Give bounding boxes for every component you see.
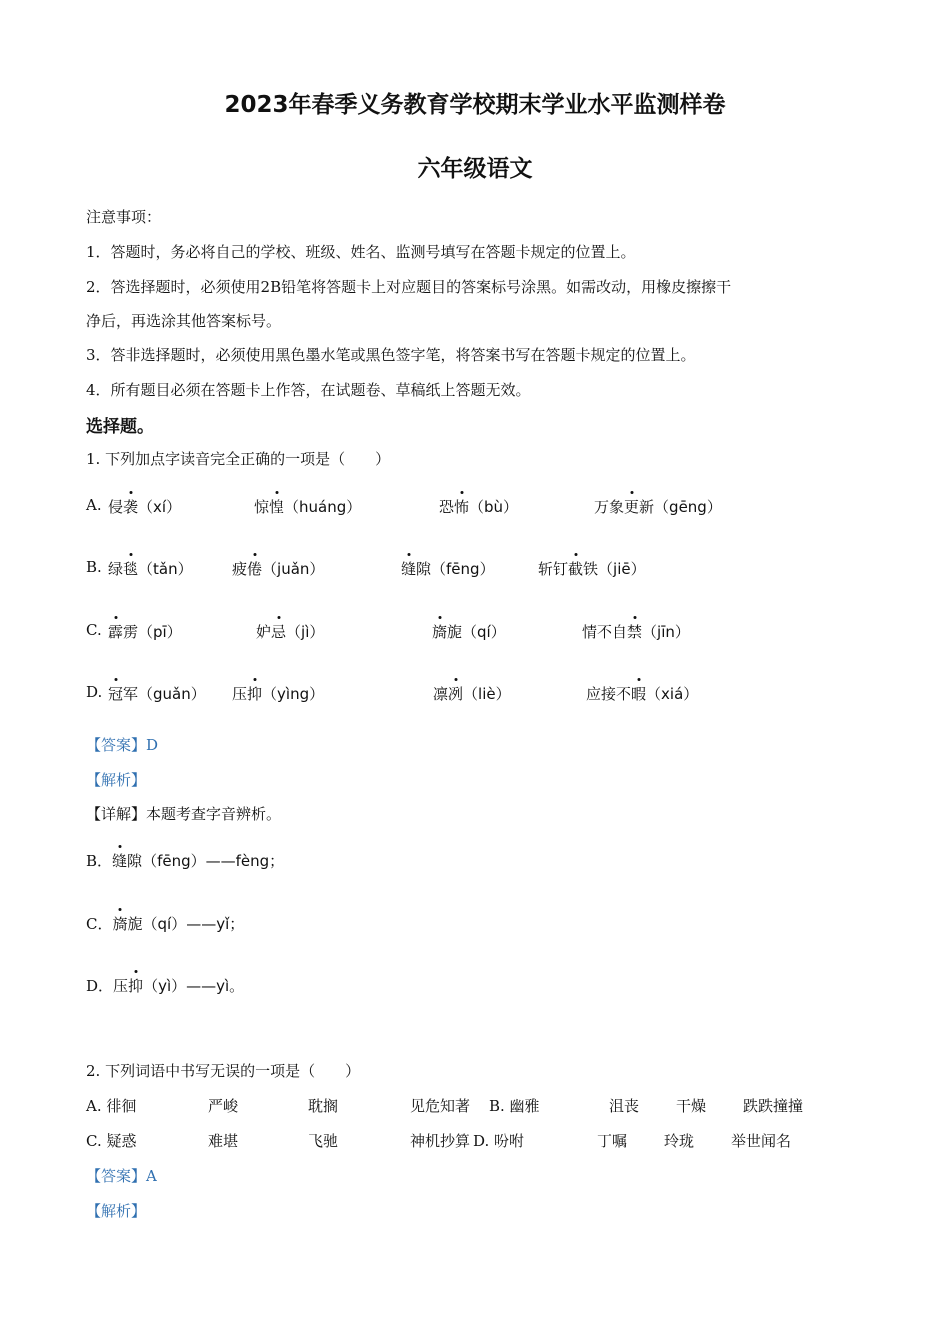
q1-option-a-label: A. [86, 496, 102, 514]
q1-option-c-word-4: 情不自禁（jīn） [582, 623, 690, 641]
exam-subtitle: 六年级语文 [417, 156, 533, 182]
q1-option-d-word-1: 冠军（guǎn） [108, 685, 206, 703]
exam-title: 2023年春季义务教育学校期末学业水平监测样卷 [224, 92, 726, 118]
q2-row2-word: 玲珑 [664, 1132, 695, 1150]
q2-row2-c: C. 疑惑 [86, 1132, 137, 1150]
q1-option-d-label: D. [86, 683, 103, 701]
q1-option-d-word-3: 凛冽（liè） [433, 685, 511, 703]
q2-row1-word: 耽搁 [308, 1097, 339, 1115]
q1-option-c-word-3: 旖旎（qí） [432, 623, 506, 641]
notice-item-4: 4．所有题目必须在答题卡上作答，在试题卷、草稿纸上答题无效。 [86, 381, 531, 399]
q2-row1-word: 干燥 [676, 1097, 707, 1115]
q1-answer: 【答案】D [86, 736, 159, 754]
q1-option-a-word-2: 惊惶（huáng） [254, 498, 362, 516]
q2-row2-word: 飞驰 [308, 1132, 339, 1150]
q1-option-a-word-3: 恐怖（bù） [439, 498, 519, 516]
q2-row1-a: A. 徘徊 [86, 1097, 137, 1115]
q1-option-d-word-2: 压抑（yìng） [232, 685, 325, 703]
notice-item-3: 3．答非选择题时，必须使用黑色墨水笔或黑色签字笔，将答案书写在答题卡规定的位置上。 [86, 346, 696, 364]
q2-row1-word: 见危知著 [410, 1097, 471, 1115]
q1-option-b-word-4: 斩钉截铁（jiē） [538, 560, 646, 578]
q1-detail: 【详解】本题考查字音辨析。 [86, 805, 282, 823]
notice-item-1: 1．答题时，务必将自己的学校、班级、姓名、监测号填写在答题卡规定的位置上。 [86, 243, 636, 261]
q1-option-a-word-1: 侵袭（xí） [108, 498, 182, 516]
q1-option-c-word-2: 妒忌（jì） [256, 623, 325, 641]
q2-row2-word: 举世闻名 [731, 1132, 792, 1150]
q1-option-b-word-2: 疲倦（juǎn） [232, 560, 325, 578]
q1-option-b-word-3: 缝隙（fēng） [401, 560, 495, 578]
q1-option-a-word-4: 万象更新（gēng） [594, 498, 722, 516]
q2-row2-d: D. 吩咐 [473, 1132, 525, 1150]
q2-answer: 【答案】A [86, 1167, 157, 1185]
q1-option-b-label: B. [86, 558, 102, 576]
q1-option-d-word-4: 应接不暇（xiá） [586, 685, 699, 703]
q1-option-c-label: C. [86, 621, 102, 639]
q2-row2-word: 丁嘱 [597, 1132, 628, 1150]
q1-fix-c: C．旖旎（qí）——yǐ； [86, 915, 245, 933]
q1-option-c-word-1: 霹雳（pī） [108, 623, 182, 641]
q2-row1-b: B. 幽雅 [489, 1097, 540, 1115]
notice-item-2-cont: 净后，再选涂其他答案标号。 [86, 312, 282, 330]
notice-item-2: 2．答选择题时，必须使用2B铅笔将答题卡上对应题目的答案标号涂黑。如需改动，用橡皮擦擦干 [86, 278, 732, 296]
q2-analysis-label: 【解析】 [86, 1202, 147, 1220]
q1-fix-d: D．压抑（yì）——yì。 [86, 977, 245, 995]
q2-row2-word: 难堪 [208, 1132, 239, 1150]
q2-row1-word: 沮丧 [609, 1097, 640, 1115]
q1-option-b-word-1: 绿毯（tǎn） [108, 560, 193, 578]
q2-row1-word: 严峻 [208, 1097, 239, 1115]
q2-stem: 2. 下列词语中书写无误的一项是（ ） [86, 1062, 361, 1080]
q1-analysis-label: 【解析】 [86, 771, 147, 789]
q1-fix-b: B．缝隙（fēng）——fèng； [86, 852, 285, 870]
q2-row2-word: 神机抄算 [410, 1132, 471, 1150]
notice-heading: 注意事项： [86, 208, 162, 226]
section-heading: 选择题。 [86, 417, 154, 437]
q2-row1-word: 跌跌撞撞 [743, 1097, 804, 1115]
q1-stem: 1. 下列加点字读音完全正确的一项是（ ） [86, 450, 391, 468]
